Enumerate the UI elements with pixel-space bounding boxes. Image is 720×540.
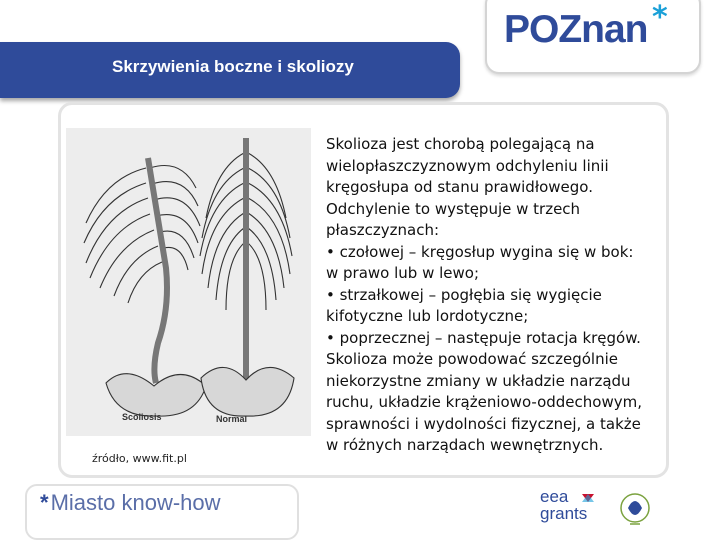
eea-line1: eea [540,487,569,506]
text-line: sprawności i wydolności fizycznej, a także [326,414,641,433]
norway-grants-icon [608,486,662,536]
miasto-know-how-logo [40,490,221,516]
spine-illustration [66,128,311,436]
image-source: źródło, www.fit.pl [92,452,187,465]
poznan-star-icon: * [652,0,668,35]
text-line: Skolioza jest chorobą polegającą na [326,135,595,153]
text-line: w prawo lub w lewo; [326,264,480,282]
text-line: Skolioza może powodować szczególnie [326,350,618,368]
miasto-star-icon: * [40,490,49,515]
text-line: Odchylenie to występuje w trzech [326,199,581,218]
text-line: • strzałkowej – pogłębia się wygięcie [326,285,602,304]
text-line: ruchu, układzie krążeniowo-oddechowym, [326,393,642,411]
eea-flag-icon [538,488,600,536]
text-line: kręgosłupa od stanu prawidłowego. [326,178,593,196]
text-line: w różnych narządach wewnętrznych. [326,436,604,454]
slide-title: Skrzywienia boczne i skoliozy [112,57,354,76]
scoliosis-spine-drawing [84,158,206,416]
label-scoliosis: Scoliosis [122,412,162,422]
text-line: płaszczyznach: [326,221,440,239]
text-line: niekorzystne zmiany w układzie narządu [326,371,631,390]
text-line: • czołowej – kręgosłup wygina się w bok: [326,242,634,261]
miasto-label: Miasto know-how [50,490,221,515]
eea-line2: grants [540,504,588,523]
text-line: • poprzecznej – następuje rotacja kręgów. [326,328,641,347]
body-text [326,134,671,457]
normal-spine-drawing [200,138,294,416]
text-line: wielopłaszczyznowym odchyleniu linii [326,156,609,175]
text-line: kifotyczne lub lordotyczne; [326,307,529,325]
label-normal: Normal [216,414,248,424]
poznan-logo: POZnan [504,8,648,51]
